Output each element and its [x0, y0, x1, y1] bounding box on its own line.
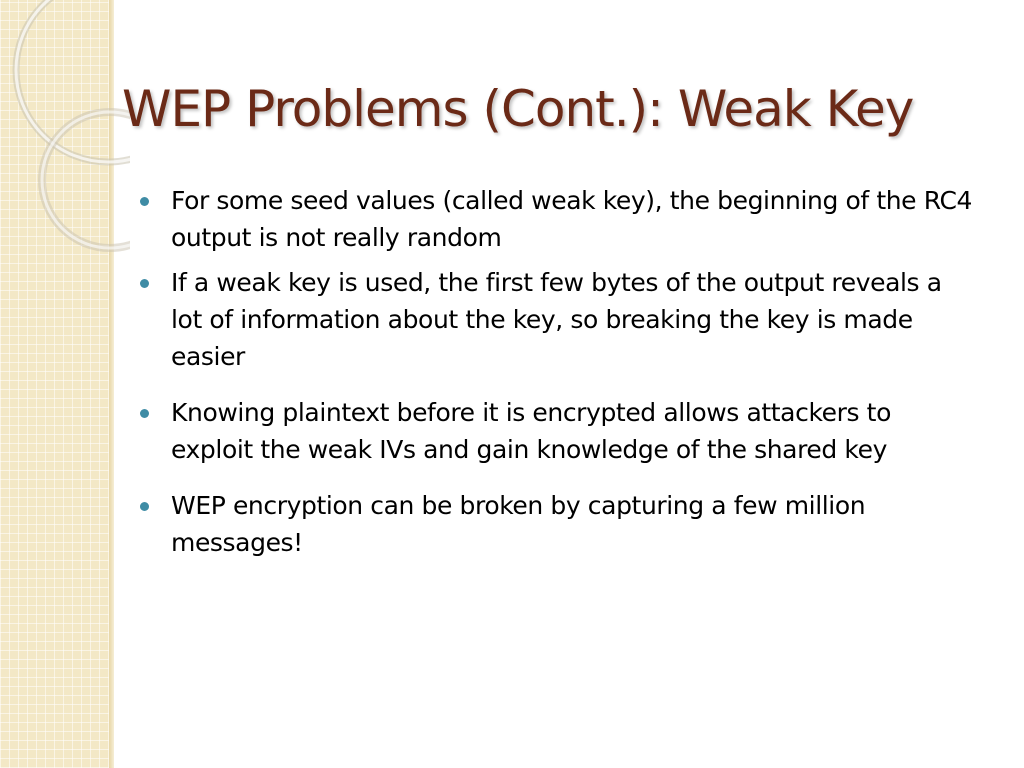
decorative-circles [0, 0, 130, 260]
bullet-item [140, 487, 980, 561]
bullet-item [140, 394, 980, 468]
bullet-marker-icon [140, 279, 149, 288]
bullet-marker-icon [140, 502, 149, 511]
bullet-text: WEP encryption can be broken by capturing a few million messages! [171, 491, 866, 557]
bullet-marker-icon [140, 409, 149, 418]
bullet-marker-icon [140, 197, 149, 206]
bullet-item [140, 182, 980, 256]
bullet-item [140, 264, 980, 375]
bullet-text: If a weak key is used, the first few bytes of the output reveals a lot of information about the key, so breaking the key is made easier [171, 268, 942, 371]
slide-title: WEP Problems (Cont.): Weak Key [122, 80, 914, 138]
bullet-list [140, 182, 980, 569]
bullet-text: Knowing plaintext before it is encrypted allows attackers to exploit the weak IVs and gain knowledge of the shared key [171, 398, 891, 464]
bullet-text: For some seed values (called weak key), the beginning of the RC4 output is not really random [171, 186, 972, 252]
